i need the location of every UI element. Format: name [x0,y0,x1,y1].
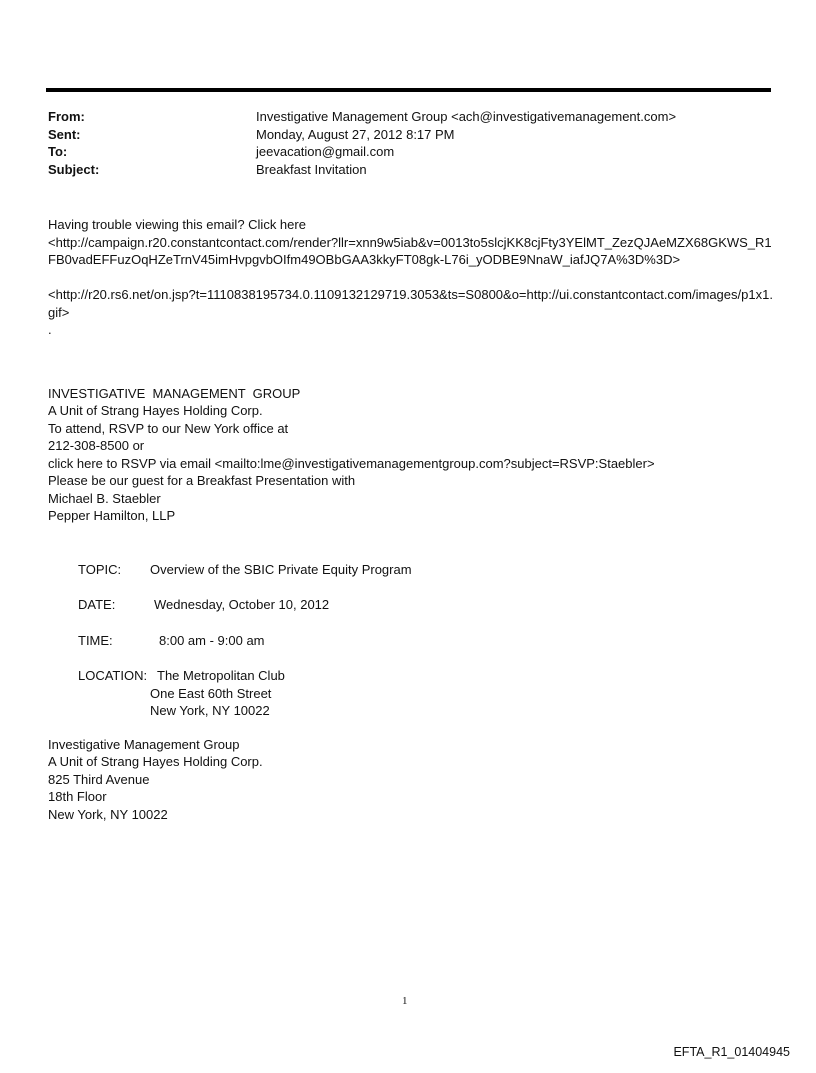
location-row [78,667,776,720]
render-url[interactable]: <http://campaign.r20.constantcontact.com/render?llr=xnn9w5iab&v=0013to5slcjKK8cjFty3YElMT_ZezQJAeMZX68GKWS_R1FB0vadEFFuzOqHZeTrnV45imHvpgvbOIfm49OBbGAA3kkyFT08gk-L76i_yODBE9NnaW_iafJQ7A%3D%3D> [48,234,772,267]
trouble-viewing-text: Having trouble viewing this email? Click here [48,217,306,232]
speaker-name: Michael B. Staebler [48,490,161,506]
time-value: 8:00 am - 9:00 am [159,632,265,648]
org-signature: Investigative Management Group [48,736,240,752]
to-value: jeevacation@gmail.com [256,144,395,159]
to-label: To: [48,144,68,159]
date-value: Wednesday, October 10, 2012 [154,597,330,612]
unit-line: A Unit of Strang Hayes Holding Corp. [48,403,263,418]
render-link[interactable] [48,234,776,269]
sent-label: Sent: [48,126,81,142]
address-line-2: 18th Floor [48,789,107,804]
location-label: LOCATION: [78,668,148,683]
location-value [150,667,776,720]
location-line-3: New York, NY 10022 [150,703,270,718]
dot-line: . [48,322,52,337]
topic-row [78,561,776,579]
date-label: DATE: [78,597,116,612]
email-body [48,216,776,823]
topic-label: TOPIC: [78,561,122,577]
document-id: EFTA_R1_01404945 [673,1045,790,1059]
location-line-1: The Metropolitan Club [157,668,285,683]
date-row [78,596,776,614]
from-value: Investigative Management Group <ach@investigativemanagement.com> [256,109,677,124]
unit-line-2: A Unit of Strang Hayes Holding Corp. [48,754,263,769]
attend-line: To attend, RSVP to our New York office at [48,420,289,436]
address-line-1: 825 Third Avenue [48,771,150,787]
to-row [48,143,768,161]
event-details [78,561,776,720]
sent-value: Monday, August 27, 2012 8:17 PM [256,126,455,142]
speaker-firm: Pepper Hamilton, LLP [48,508,176,523]
from-label: From: [48,109,85,124]
tracking-link[interactable] [48,286,776,321]
phone-line: 212-308-8500 or [48,438,145,453]
tracking-url[interactable]: <http://r20.rs6.net/on.jsp?t=1110838195734.0.1109132129719.3053&ts=S0800&o=http://ui.constantcontact.com/images/p1x1.gif> [48,287,773,320]
from-row [48,108,768,126]
topic-value: Overview of the SBIC Private Equity Program [150,561,412,577]
org-name: INVESTIGATIVE MANAGEMENT GROUP [48,385,301,401]
header-divider [46,88,771,92]
email-header [48,108,768,178]
guest-line: Please be our guest for a Breakfast Presentation with [48,473,356,488]
rsvp-link[interactable]: click here to RSVP via email <mailto:lme@investigativemanagementgroup.com?subject=RSVP:Staebler> [48,455,655,471]
subject-row [48,161,768,179]
page-number: 1 [402,995,408,1007]
address-line-3: New York, NY 10022 [48,806,168,822]
sent-row [48,126,768,144]
subject-value: Breakfast Invitation [256,161,367,177]
subject-label: Subject: [48,161,100,177]
time-label: TIME: [78,632,113,648]
location-line-2: One East 60th Street [150,685,272,701]
time-row [78,632,776,650]
